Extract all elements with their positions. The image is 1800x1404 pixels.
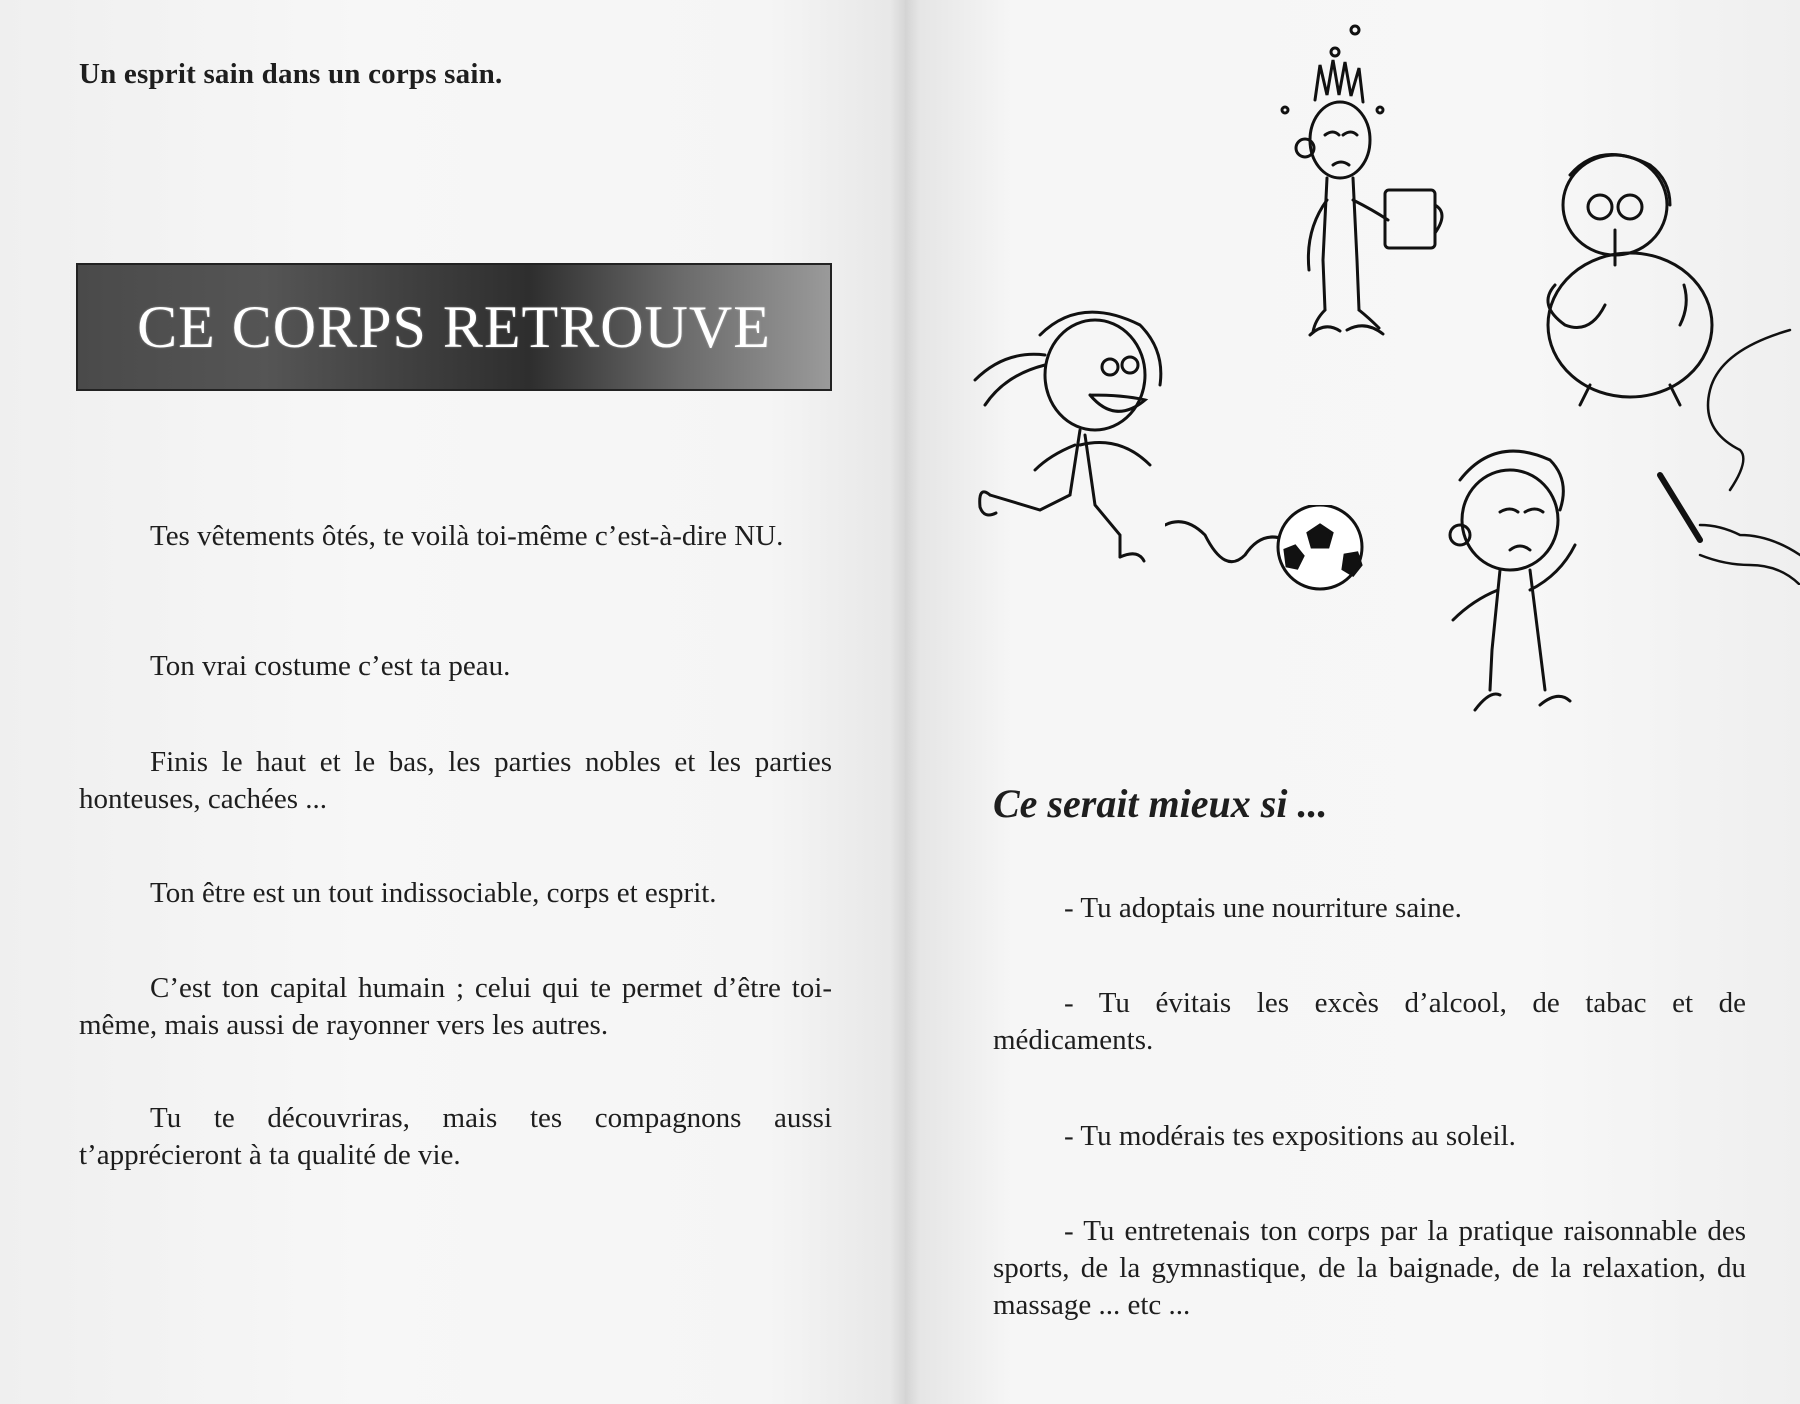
paragraph: Ton être est un tout indissociable, corps et esprit. [150,877,717,909]
paragraph: Ton vrai costume c’est ta peau. [150,650,511,682]
paragraph: Tes vêtements ôtés, te voilà toi-même c’est-à-dire NU. [150,520,784,552]
list-item: - Tu modérais tes expositions au soleil. [1064,1120,1516,1152]
drunk-boy-icon [1255,10,1455,360]
paragraph: Finis le haut et le bas, les parties nobles et les parties honteuses, cachées ... [79,746,832,815]
section-heading: Ce serait mieux si ... [993,781,1328,826]
smoking-boy-icon [1430,440,1630,730]
paragraph: C’est ton capital humain ; celui qui te permet d’être toi-même, mais aussi de rayonner vers les autres. [79,972,832,1041]
section-title-banner [76,263,832,391]
list-item: - Tu entretenais ton corps par la pratique raisonnable des sports, de la gymnastique, de la baignade, de la relaxation, du massage ... etc ... [993,1215,1746,1321]
paragraph: Tu te découvriras, mais tes compagnons aussi t’apprécieront à ta qualité de vie. [79,1102,832,1171]
tagline: Un esprit sain dans un corps sain. [79,58,503,90]
list-item: - Tu adoptais une nourriture saine. [1064,892,1462,924]
list-item: - Tu évitais les excès d’alcool, de tabac et de médicaments. [993,987,1746,1056]
book-gutter [890,0,920,1404]
soccer-ball-icon [1165,505,1375,605]
section-title: CE CORPS RETROUVE [137,293,771,360]
cigarette-hand-icon [1640,325,1800,585]
